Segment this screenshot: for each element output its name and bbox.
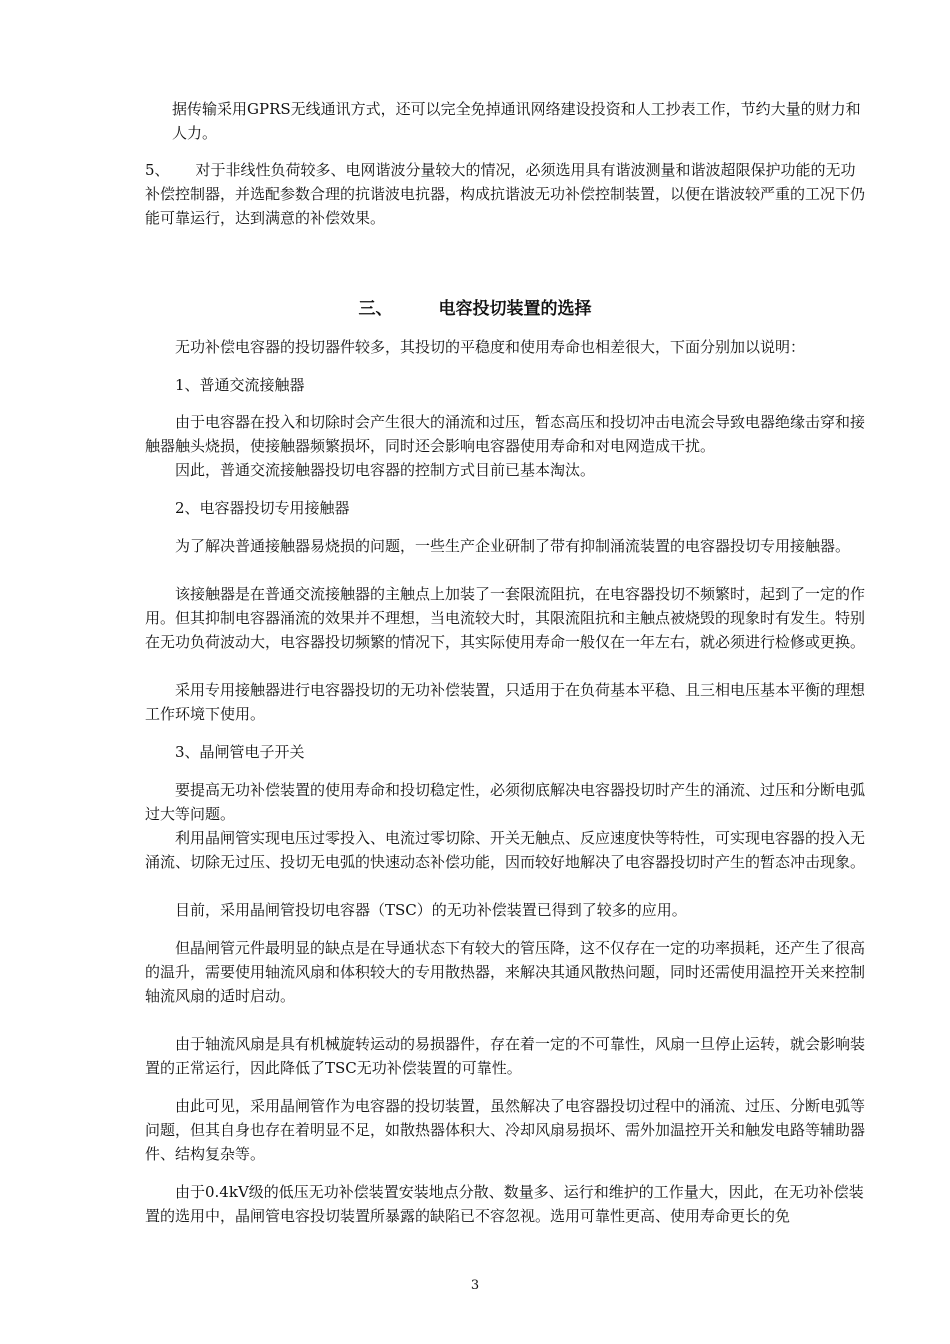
list-item-5-number: 5、 [145,161,170,179]
subheading-2: 2、电容器投切专用接触器 [175,499,350,517]
subheading-1: 1、普通交流接触器 [175,376,305,394]
paragraph-thyristor-goal: 要提高无功补偿装置的使用寿命和投切稳定性，必须彻底解决电容器投切时产生的涌流、过压和分断电弧过大等问题。 [145,781,866,823]
paragraph-contactor-obsolete: 因此，普通交流接触器投切电容器的控制方式目前已基本淘汰。 [175,461,596,479]
paragraph-intro: 无功补偿电容器的投切器件较多，其投切的平稳度和使用寿命也相差很大，下面分别加以说明： [175,338,806,356]
paragraph-thyristor-drawback: 但晶闸管元件最明显的缺点是在导通状态下有较大的管压降，这不仅存在一定的功率损耗，还产生了很高的温升，需要使用轴流风扇和体积较大的专用散热器，来解决其通风散热问题，同时还需使用温控开关来控制轴流风扇的适时启动。 [145,939,866,1005]
list-item-5 [145,158,867,230]
section-heading-number: 三、 [358,299,393,319]
paragraph-special-contactor: 为了解决普通接触器易烧损的问题，一些生产企业研制了带有抑制涌流装置的电容器投切专用接触器。 [175,537,851,555]
section-heading-title: 电容投切装置的选择 [438,299,592,319]
paragraph-contactor-issue: 由于电容器在投入和切除时会产生很大的涌流和过压，暂态高压和投切冲击电流会导致电器绝缘击穿和接触器触头烧损，使接触器频繁损坏，同时还会影响电容器使用寿命和对电网造成干扰。 [145,413,866,455]
paragraph-special-contactor-scope: 采用专用接触器进行电容器投切的无功补偿装置，只适用于在负荷基本平稳、且三相电压基本平衡的理想工作环境下使用。 [145,681,866,723]
paragraph-tsc-application: 目前，采用晶闸管投切电容器（TSC）的无功补偿装置已得到了较多的应用。 [175,901,687,919]
paragraph-fan-reliability: 由于轴流风扇是具有机械旋转运动的易损器件，存在着一定的不可靠性，风扇一旦停止运转，就会影响装置的正常运行，因此降低了TSC无功补偿装置的可靠性。 [145,1035,866,1077]
paragraph-gprs-continued: 据传输采用GPRS无线通讯方式，还可以完全免掉通讯网络建设投资和人工抄表工作，节约大量的财力和人力。 [172,100,861,142]
page-number: 3 [470,1278,480,1293]
paragraph-thyristor-features: 利用晶闸管实现电压过零投入、电流过零切除、开关无触点、反应速度快等特性，可实现电容器的投入无涌流、切除无过压、投切无电弧的快速动态补偿功能，因而较好地解决了电容器投切时产生的暂态冲击现象。 [145,829,866,871]
section-heading [0,297,950,321]
list-item-5-text: 对于非线性负荷较多、电网谐波分量较大的情况，必须选用具有谐波测量和谐波超限保护功能的无功补偿控制器，并选配参数合理的抗谐波电抗器，构成抗谐波无功补偿控制装置，以便在谐波较严重的工况下仍能可靠运行，达到满意的补偿效果。 [145,161,866,227]
subheading-3: 3、晶闸管电子开关 [175,743,305,761]
paragraph-special-contactor-detail: 该接触器是在普通交流接触器的主触点上加装了一套限流阻抗，在电容器投切不频繁时，起到了一定的作用。但其抑制电容器涌流的效果并不理想，当电流较大时，其限流阻抗和主触点被烧毁的现象时有发生。特别在无功负荷波动大，电容器投切频繁的情况下，其实际使用寿命一般仅在一年左右，就必须进行检修或更换。 [145,585,866,651]
paragraph-low-voltage-selection: 由于0.4kV级的低压无功补偿装置安装地点分散、数量多、运行和维护的工作量大，因此，在无功补偿装置的选用中，晶闸管电容投切装置所暴露的缺陷已不容忽视。选用可靠性更高、使用寿命更长的免 [145,1183,864,1225]
paragraph-thyristor-summary: 由此可见，采用晶闸管作为电容器的投切装置，虽然解决了电容器投切过程中的涌流、过压、分断电弧等问题，但其自身也存在着明显不足，如散热器体积大、冷却风扇易损坏、需外加温控开关和触发电路等辅助器件、结构复杂等。 [145,1097,866,1163]
